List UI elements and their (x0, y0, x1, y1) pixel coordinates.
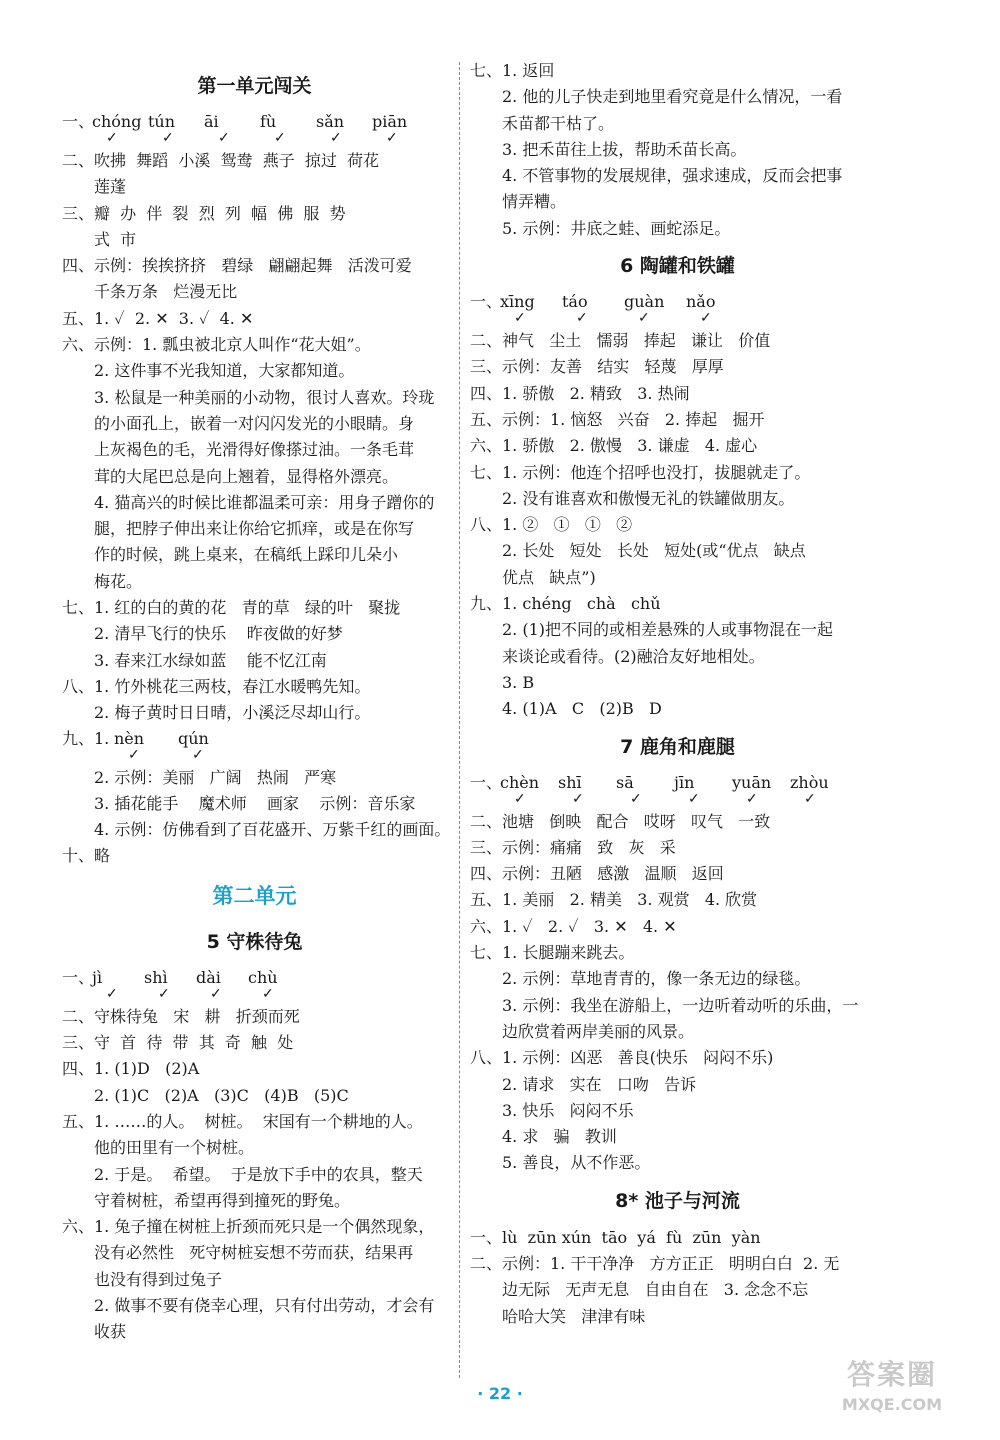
pinyin-syllable: qún (178, 728, 209, 748)
pinyin-syllable: āi (204, 112, 219, 131)
tick-mark: ✓ (572, 790, 584, 807)
tick-mark: ✓ (746, 790, 758, 807)
answer-line: 上灰褐色的毛，光滑得好像搽过油。一条毛茸 (94, 440, 415, 460)
page-number: · 22 · (477, 1384, 523, 1403)
answer-line: 五、示例：1. 恼怒 兴奋 2. 捧起 掘开 (470, 409, 765, 429)
watermark-logo (812, 1356, 972, 1426)
tick-mark: ✓ (514, 790, 526, 807)
pinyin-syllable: guàn (624, 292, 665, 312)
answer-line: 十、略 (62, 846, 111, 866)
answer-line: 五、1. ✓ 2. ✕ 3. ✓ 4. ✕ (62, 308, 254, 328)
answer-line: 五、1. ……的人。 树桩。 宋国有一个耕地的人。 (62, 1111, 423, 1131)
answer-line: 二、神气 尘土 懦弱 捧起 谦让 价值 (470, 331, 771, 351)
tick-mark: ✓ (330, 130, 342, 146)
section-title-lesson5: 5 守株待兔 (206, 930, 303, 953)
tick-mark: ✓ (210, 985, 222, 1002)
section-title-unit1-test: 第一单元闯关 (197, 75, 312, 97)
unit-title-unit2: 第二单元 (212, 883, 297, 908)
answer-line: 4. 猫高兴的时候比谁都温柔可亲：用身子蹭你的 (94, 492, 435, 512)
tick-mark: ✓ (514, 310, 526, 327)
pinyin-syllable: piān (372, 112, 408, 131)
tick-mark: ✓ (128, 746, 140, 763)
answer-line: 七、1. 长腿蹦来跳去。 (470, 943, 635, 963)
answer-line: 优点 缺点”) (502, 567, 596, 587)
answer-line: 的小面孔上，嵌着一对闪闪发光的小眼睛。身 (94, 413, 415, 433)
answer-line: 二、守株待兔 宋 耕 折颈而死 (62, 1006, 300, 1026)
answer-line: 梅花。 (94, 571, 143, 591)
answer-line: 2. 这件事不光我知道，大家都知道。 (94, 361, 355, 381)
answer-line: 八、1. 示例：凶恶 善良(快乐 闷闷不乐) (470, 1048, 774, 1068)
answer-line: 三、示例：痛痛 致 灰 采 (470, 837, 676, 857)
answer-line: 作的时候，跳上桌来，在稿纸上踩印儿朵小 (94, 545, 399, 565)
pinyin-syllable: jì (92, 967, 103, 987)
pinyin-syllable: chèn (500, 772, 540, 792)
answer-line: 六、示例：1. 瓢虫被北京人叫作“花大姐”。 (62, 335, 371, 355)
pinyin-syllable: jīn (674, 772, 695, 792)
answer-line: 三、守 首 待 带 其 奇 触 处 (62, 1033, 294, 1053)
answer-line: 5. 善良，从不作恶。 (502, 1153, 651, 1173)
answer-line: 七、1. 红的白的黄的花 青的草 绿的叶 聚拢 (62, 598, 401, 618)
answer-line: 也没有得到过兔子 (94, 1269, 223, 1289)
answer-line: 3. 春来江水绿如蓝 能不忆江南 (94, 650, 327, 670)
tick-mark: ✓ (262, 985, 274, 1002)
answer-line: 4. 示例：仿佛看到了百花盛开、万紫千红的画面。 (94, 820, 451, 840)
answer-line: 2. 示例：美丽 广阔 热闹 严寒 (94, 767, 337, 787)
answer-line: 3. B (502, 672, 535, 692)
answer-line: 他的田里有一个树桩。 (94, 1138, 255, 1158)
pinyin-syllable: tún (148, 112, 176, 131)
tick-mark: ✓ (192, 746, 204, 763)
tick-mark: ✓ (106, 130, 118, 146)
tick-mark: ✓ (274, 130, 286, 146)
pinyin-syllable: táo (562, 292, 588, 312)
answer-line: 茸的大尾巴总是向上翘着，显得格外漂亮。 (94, 466, 399, 486)
answer-line: 2. 长处 短处 长处 短处(或“优点 缺点 (502, 541, 806, 561)
answer-line: 2. 梅子黄时日日晴，小溪泛尽却山行。 (94, 703, 371, 723)
answer-line: 四、1. 骄傲 2. 精致 3. 热闹 (470, 383, 690, 403)
answer-line: 四、1. (1)D (2)A (62, 1059, 200, 1079)
answer-line: 八、1. 竹外桃花三两枝，春江水暖鸭先知。 (62, 676, 371, 696)
section-title-lesson6: 6 陶罐和铁罐 (620, 255, 735, 278)
pinyin-syllable: sǎn (316, 112, 345, 131)
pinyin-syllable: fù (260, 112, 277, 131)
pinyin-syllable: xīng (500, 292, 535, 312)
pinyin-answer-row (470, 290, 885, 328)
left-column (62, 62, 451, 1346)
answer-line: 九、1. chéng chà chǔ (470, 594, 661, 614)
answer-line: 5. 示例：井底之蛙、画蛇添足。 (502, 218, 731, 238)
answer-line: 2. (1)把不同的或相差悬殊的人或事物混在一起 (502, 620, 834, 640)
pinyin-syllable: nǎo (686, 292, 716, 312)
answer-line: 四、示例：挨挨挤挤 碧绿 翩翩起舞 活泼可爱 (62, 256, 412, 276)
answer-line: 四、示例：丑陋 感激 温顺 返回 (470, 864, 724, 884)
tick-mark: ✓ (106, 985, 118, 1002)
answer-line: 2. 做事不要有侥幸心理，只有付出劳动，才会有 (94, 1295, 435, 1315)
answer-line: 3. 松鼠是一种美丽的小动物，很讨人喜欢。玲珑 (94, 387, 435, 407)
answer-line: 七、1. 返回 (470, 61, 555, 80)
answer-line: 没有必然性 死守树桩妄想不劳而获，结果再 (94, 1243, 414, 1263)
answer-line: 禾苗都干枯了。 (502, 113, 615, 133)
pinyin-syllable: shī (558, 772, 582, 792)
answer-line: 哈哈大笑 津津有味 (502, 1306, 646, 1326)
answer-line: 五、1. 美丽 2. 精美 3. 观赏 4. 欣赏 (470, 890, 758, 910)
section-title-lesson8: 8* 池子与河流 (615, 1189, 740, 1212)
answer-line: 3. 快乐 闷闷不乐 (502, 1100, 634, 1120)
answer-line: 三、瓣 办 伴 裂 烈 列 幅 佛 服 势 (62, 203, 346, 223)
question-label: 一、 (62, 112, 95, 131)
answer-line: 边无际 无声无息 自由自在 3. 念念不忘 (502, 1280, 809, 1300)
tick-mark: ✓ (638, 310, 650, 327)
question-label: 九、1. (62, 728, 110, 748)
answer-line: 六、1. 兔子撞在树桩上折颈而死只是一个偶然现象， (62, 1217, 435, 1237)
answer-line: 2. 示例：草地青青的，像一条无边的绿毯。 (502, 969, 811, 989)
answer-line: 2. 请求 实在 口吻 告诉 (502, 1074, 697, 1094)
pinyin-answer-row (62, 727, 447, 765)
answer-line: 七、1. 示例：他连个招呼也没打，拔腿就走了。 (470, 462, 811, 482)
answer-line: 4. 求 骗 教训 (502, 1127, 617, 1147)
answer-line: 3. 示例：我坐在游船上，一边听着动听的乐曲，一 (502, 995, 859, 1015)
tick-mark: ✓ (158, 985, 170, 1002)
answer-line: 三、示例：友善 结实 轻蔑 厚厚 (470, 357, 724, 377)
watermark-text: 答案圈 (846, 1358, 937, 1391)
answer-line: 4. (1)A C (2)B D (502, 699, 662, 719)
column-divider (459, 62, 460, 1378)
answer-line: 二、池塘 倒映 配合 哎呀 叹气 一致 (470, 811, 771, 831)
tick-mark: ✓ (218, 130, 230, 146)
pinyin-syllable: dài (196, 967, 221, 987)
right-column (470, 58, 885, 1330)
answer-line: 六、1. ✓ 2. ✓ 3. ✕ 4. ✕ (470, 916, 677, 936)
answer-line: 一、lù zūn xún tāo yá fù zūn yàn (470, 1227, 761, 1247)
tick-mark: ✓ (630, 790, 642, 807)
tick-mark: ✓ (688, 790, 700, 807)
question-label: 一、 (62, 967, 95, 987)
pinyin-syllable: chù (248, 967, 278, 987)
answer-line: 2. (1)C (2)A (3)C (4)B (5)C (94, 1085, 349, 1105)
answer-line: 边欣赏着两岸美丽的风景。 (502, 1021, 695, 1041)
answer-line: 2. 没有谁喜欢和傲慢无礼的铁罐做朋友。 (502, 488, 795, 508)
answer-line: 千条万条 烂漫无比 (94, 282, 238, 302)
pinyin-answer-row (470, 771, 885, 809)
answer-line: 二、示例：1. 干干净净 方方正正 明明白白 2. 无 (470, 1253, 840, 1273)
tick-mark: ✓ (162, 130, 174, 146)
answer-line: 六、1. 骄傲 2. 傲慢 3. 谦虚 4. 虚心 (470, 436, 758, 456)
answer-line: 2. 清早飞行的快乐 昨夜做的好梦 (94, 624, 343, 644)
pinyin-syllable: sā (616, 772, 634, 792)
tick-mark: ✓ (700, 310, 712, 327)
answer-line: 3. 插花能手 魔术师 画家 示例：音乐家 (94, 793, 416, 813)
answer-line: 情弄糟。 (502, 192, 567, 212)
pinyin-answer-row (62, 966, 447, 1004)
tick-mark: ✓ (804, 790, 816, 807)
watermark-url: MXQE.COM (841, 1395, 943, 1414)
answer-line: 八、1. ② ① ① ② (470, 515, 633, 535)
answer-line: 2. 于是。 希望。 于是放下手中的农具，整天 (94, 1164, 423, 1184)
pinyin-syllable: yuān (732, 772, 772, 792)
section-title-lesson7: 7 鹿角和鹿腿 (620, 735, 735, 758)
answer-line: 3. 把禾苗往上拔，帮助禾苗长高。 (502, 139, 747, 159)
answer-line: 式 市 (94, 229, 137, 249)
answer-line: 莲蓬 (94, 177, 127, 197)
question-label: 一、 (470, 772, 503, 792)
answer-line: 二、吹拂 舞蹈 小溪 鸳鸯 燕子 掠过 荷花 (62, 151, 380, 170)
answer-line: 守着树桩，希望再得到撞死的野兔。 (94, 1190, 351, 1210)
answer-line: 来谈论或看待。(2)融洽友好地相处。 (502, 646, 765, 666)
tick-mark: ✓ (386, 130, 398, 146)
answer-line: 4. 不管事物的发展规律，强求速成，反而会把事 (502, 166, 843, 186)
answer-line: 2. 他的儿子快走到地里看究竟是什么情况，一看 (502, 87, 843, 107)
answer-line: 腿，把脖子伸出来让你给它抓痒，或是在你写 (94, 519, 415, 539)
answer-line: 收获 (94, 1322, 127, 1342)
tick-mark: ✓ (576, 310, 588, 327)
pinyin-answer-row (62, 110, 447, 148)
pinyin-syllable: shì (144, 967, 168, 987)
pinyin-syllable: zhòu (790, 772, 829, 792)
question-label: 一、 (470, 292, 503, 312)
pinyin-syllable: chóng (92, 112, 142, 131)
pinyin-syllable: nèn (114, 728, 145, 748)
